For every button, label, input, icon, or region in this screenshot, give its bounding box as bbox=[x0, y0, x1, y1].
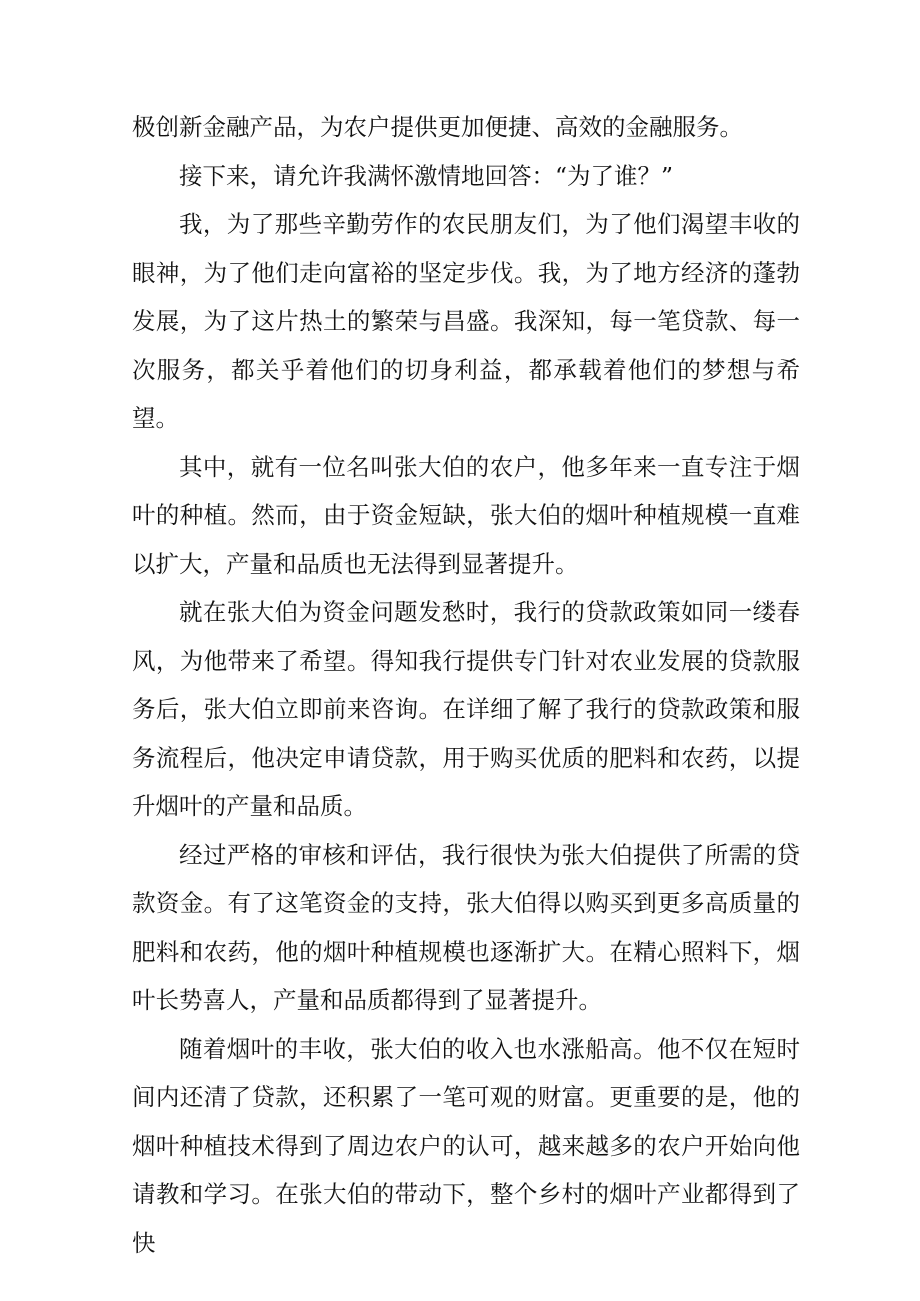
paragraph-4: 其中，就有一位名叫张大伯的农户，他多年来一直专注于烟叶的种植。然而，由于资金短缺，张大伯的烟叶种植规模一直难以扩大，产量和品质也无法得到显著提升。 bbox=[132, 452, 800, 578]
paragraph-7: 随着烟叶的丰收，张大伯的收入也水涨船高。他不仅在短时间内还清了贷款，还积累了一笔可观的财富。更重要的是，他的烟叶种植技术得到了周边农户的认可，越来越多的农户开始向他请教和学习。在张大伯的带动下，整个乡村的烟叶产业都得到了快 bbox=[132, 1034, 800, 1257]
document-body bbox=[132, 103, 800, 1267]
paragraph-5: 就在张大伯为资金问题发愁时，我行的贷款政策如同一缕春风，为他带来了希望。得知我行提供专门针对农业发展的贷款服务后，张大伯立即前来咨询。在详细了解了我行的贷款政策和服务流程后，他决定申请贷款，用于购买优质的肥料和农药，以提升烟叶的产量和品质。 bbox=[132, 598, 800, 820]
paragraph-3: 我，为了那些辛勤劳作的农民朋友们，为了他们渴望丰收的眼神，为了他们走向富裕的坚定步伐。我，为了地方经济的蓬勃发展，为了这片热土的繁荣与昌盛。我深知，每一笔贷款、每一次服务，都关乎着他们的切身利益，都承载着他们的梦想与希望。 bbox=[132, 210, 800, 432]
paragraph-1: 极创新金融产品，为农户提供更加便捷、高效的金融服务。 bbox=[132, 113, 743, 141]
paragraph-2: 接下来，请允许我满怀激情地回答：“为了谁？” bbox=[179, 161, 674, 190]
paragraph-6: 经过严格的审核和评估，我行很快为张大伯提供了所需的贷款资金。有了这笔资金的支持，张大伯得以购买到更多高质量的肥料和农药，他的烟叶种植规模也逐渐扩大。在精心照料下，烟叶长势喜人，产量和品质都得到了显著提升。 bbox=[132, 840, 800, 1014]
